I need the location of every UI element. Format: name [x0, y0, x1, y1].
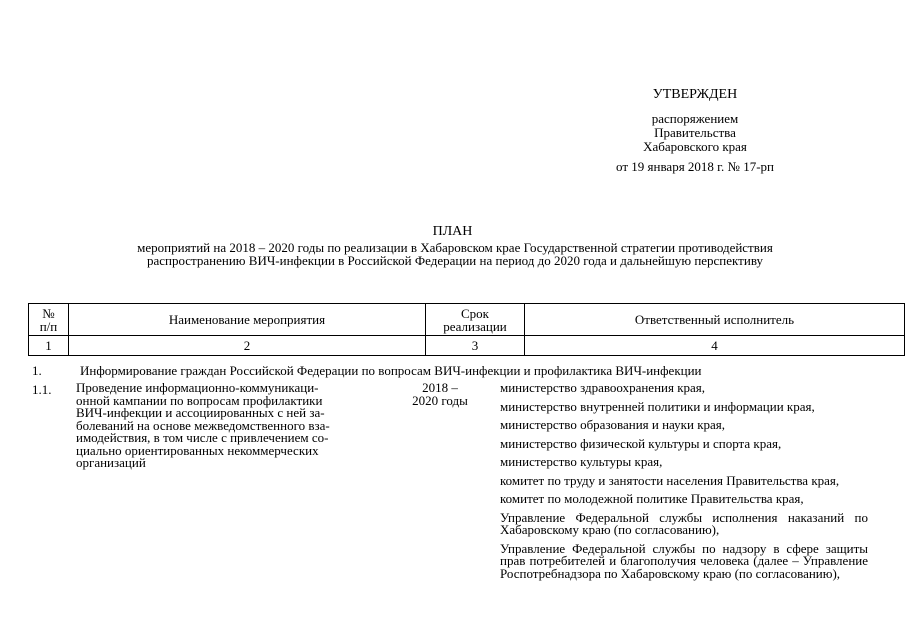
executor-item: министерство здравоохранения края, [500, 380, 706, 395]
header-number-line-1: № [42, 305, 55, 321]
approval-title: УТВЕРЖДЕН [652, 87, 738, 102]
item-name-line: организаций [76, 455, 146, 470]
approval-date: от 19 января 2018 г. № 17-рп [616, 159, 774, 174]
item-name-line: Проведение информационно-коммуникаци- [76, 380, 319, 395]
executor-item: комитет по молодежной политике Правительства края, [500, 491, 804, 506]
item-name-line: ВИЧ-инфекции и ассоциированных с ней за- [76, 405, 325, 420]
section-number: 1. [32, 363, 42, 378]
executor-item: министерство культуры края, [500, 454, 663, 469]
plan-subtitle [60, 241, 850, 267]
item-name-line: имодействия, в том числе с привлечением со- [76, 430, 329, 445]
approval-line-1: распоряжением [651, 111, 739, 126]
plan-subtitle-line-2: распространению ВИЧ-инфекции в Российской Федерации на период до 2020 года и дальнейшую перспективу [146, 253, 764, 268]
executor-item: министерство образования и науки края, [500, 417, 726, 432]
executor-item: министерство внутренней политики и информации края, [500, 398, 815, 414]
column-number-row [29, 336, 905, 356]
item-term-line-2: 2020 годы [412, 392, 468, 408]
header-name: Наименование мероприятия [68, 304, 425, 336]
executor-item: министерство физической культуры и спорта края, [500, 435, 782, 451]
item-name-line: циально ориентированных некоммерческих [76, 442, 319, 458]
item-name [76, 382, 371, 470]
executor-item: Управление Федеральной службы исполнения наказаний по Хабаровскому краю (по согласованию), [500, 509, 868, 537]
executor-item: Управление Федеральной службы по надзору в сфере защиты прав потребителей и благополучия человека (далее – Управление Роспотребнадзора по Хабаровскому краю (по согласованию), [500, 540, 868, 581]
column-number-4: 4 [524, 336, 904, 356]
plan-table-header [28, 303, 905, 356]
section-title: Информирование граждан Российской Федерации по вопросам ВИЧ-инфекции и профилактика ВИЧ-инфекции [80, 363, 702, 378]
plan-title: ПЛАН [432, 224, 473, 239]
table-header-row [29, 304, 905, 336]
header-number [29, 304, 69, 336]
approval-line-2: Правительства [654, 125, 736, 140]
executors-list [500, 382, 868, 586]
column-number-3: 3 [426, 336, 525, 356]
approval-block [590, 88, 800, 174]
header-term-line-2: реализации [443, 318, 507, 334]
item-term [392, 382, 488, 407]
approval-line-3: Хабаровского края [643, 139, 747, 154]
column-number-2: 2 [68, 336, 425, 356]
plan-subtitle-line-1: мероприятий на 2018 – 2020 годы по реализации в Хабаровском крае Государственной стратегии противодействия [137, 240, 773, 255]
item-number: 1.1. [32, 382, 52, 397]
item-term-line-1: 2018 – [422, 380, 458, 395]
header-executor: Ответственный исполнитель [524, 304, 904, 336]
item-name-line: болеваний на основе межведомственного вза- [76, 417, 330, 433]
header-term [426, 304, 525, 336]
header-number-line-2: п/п [39, 318, 58, 334]
column-number-1: 1 [29, 336, 69, 356]
executor-item: комитет по труду и занятости населения Правительства края, [500, 472, 840, 488]
item-name-line: онной кампании по вопросам профилактики [76, 392, 323, 408]
header-term-line-1: Срок [460, 305, 489, 321]
